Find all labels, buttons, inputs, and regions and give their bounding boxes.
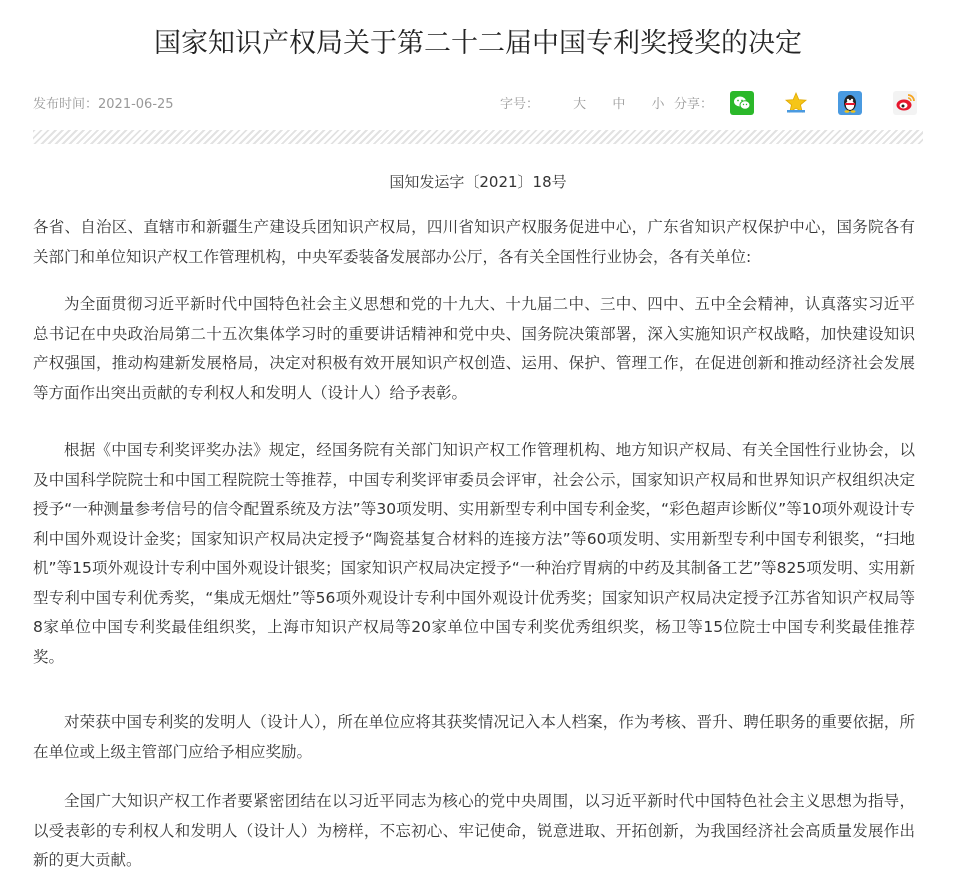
article-meta [33,91,923,113]
page-title: 国家知识产权局关于第二十二届中国专利奖授奖的决定 [154,28,802,59]
paragraph-3: 对荣获中国专利奖的发明人（设计人），所在单位应将其获奖情况记入本人档案，作为考核、晋升、聘任职务的重要依据，所在单位或上级主管部门应给予相应奖励。 [33,713,915,761]
paragraph-4: 全国广大知识产权工作者要紧密团结在以习近平同志为核心的党中央周围，以习近平新时代中国特色社会主义思想为指导，以受表彰的专利权人和发明人（设计人）为榜样，不忘初心、牢记使命，锐意进取、开拓创新，为我国经济社会高质量发展作出新的更大贡献。 [33,792,915,869]
font-size-medium-button[interactable]: 中 [612,97,626,112]
weibo-icon[interactable] [893,91,917,115]
qq-icon[interactable] [838,91,862,115]
wechat-icon[interactable] [730,91,754,115]
paragraph-2: 根据《中国专利奖评奖办法》规定，经国务院有关部门知识产权工作管理机构、地方知识产权局、有关全国性行业协会，以及中国科学院院士和中国工程院院士等推荐，中国专利奖评审委员会评审，社会公示，国家知识产权局和世界知识产权组织决定授予“一种测量参考信号的信令配置系统及方法”等30项发明、实用新型专利中国专利金奖，“彩色超声诊断仪”等10项外观设计专利中国外观设计金奖；国家知识产权局决定授予“陶瓷基复合材料的连接方法”等60项发明、实用新型专利中国专利银奖，“扫地机”等15项外观设计专利中国外观设计银奖；国家知识产权局决定授予“一种治疗胃病的中药及其制备工艺”等825项发明、实用新型专利中国专利优秀奖，“集成无烟灶”等56项外观设计专利中国外观设计优秀奖；国家知识产权局决定授予江苏省知识产权局等8家单位中国专利奖最佳组织奖，上海市知识产权局等20家单位中国专利奖优秀组织奖，杨卫等15位院士中国专利奖最佳推荐奖。 [33,441,915,666]
paragraph-1: 为全面贯彻习近平新时代中国特色社会主义思想和党的十九大、十九届二中、三中、四中、五中全会精神，认真落实习近平总书记在中央政治局第二十五次集体学习时的重要讲话精神和党中央、国务院决策部署，深入实施知识产权战略，加快建设知识产权强国，推动构建新发展格局，决定对积极有效开展知识产权创造、运用、保护、管理工作，在促进创新和推动经济社会发展等方面作出突出贡献的专利权人和发明人（设计人）给予表彰。 [33,295,915,402]
font-size-selector [500,93,664,112]
publish-date: 发布时间：2021-06-25 [33,97,174,112]
font-size-large-button[interactable]: 大 [573,97,587,112]
share-label: 分享： [674,97,714,112]
font-size-small-button[interactable]: 小 [651,97,665,112]
addressee: 各省、自治区、直辖市和新疆生产建设兵团知识产权局，四川省知识产权服务促进中心，广东省知识产权保护中心，国务院各有关部门和单位知识产权工作管理机构，中央军委装备发展部办公厅，各有关全国性行业协会，各有关单位: [33,218,915,266]
document-number: 国知发运字〔2021〕18号 [389,173,567,191]
font-size-label: 字号： [500,97,540,112]
decorative-divider [33,130,923,144]
qzone-icon[interactable] [784,91,808,115]
